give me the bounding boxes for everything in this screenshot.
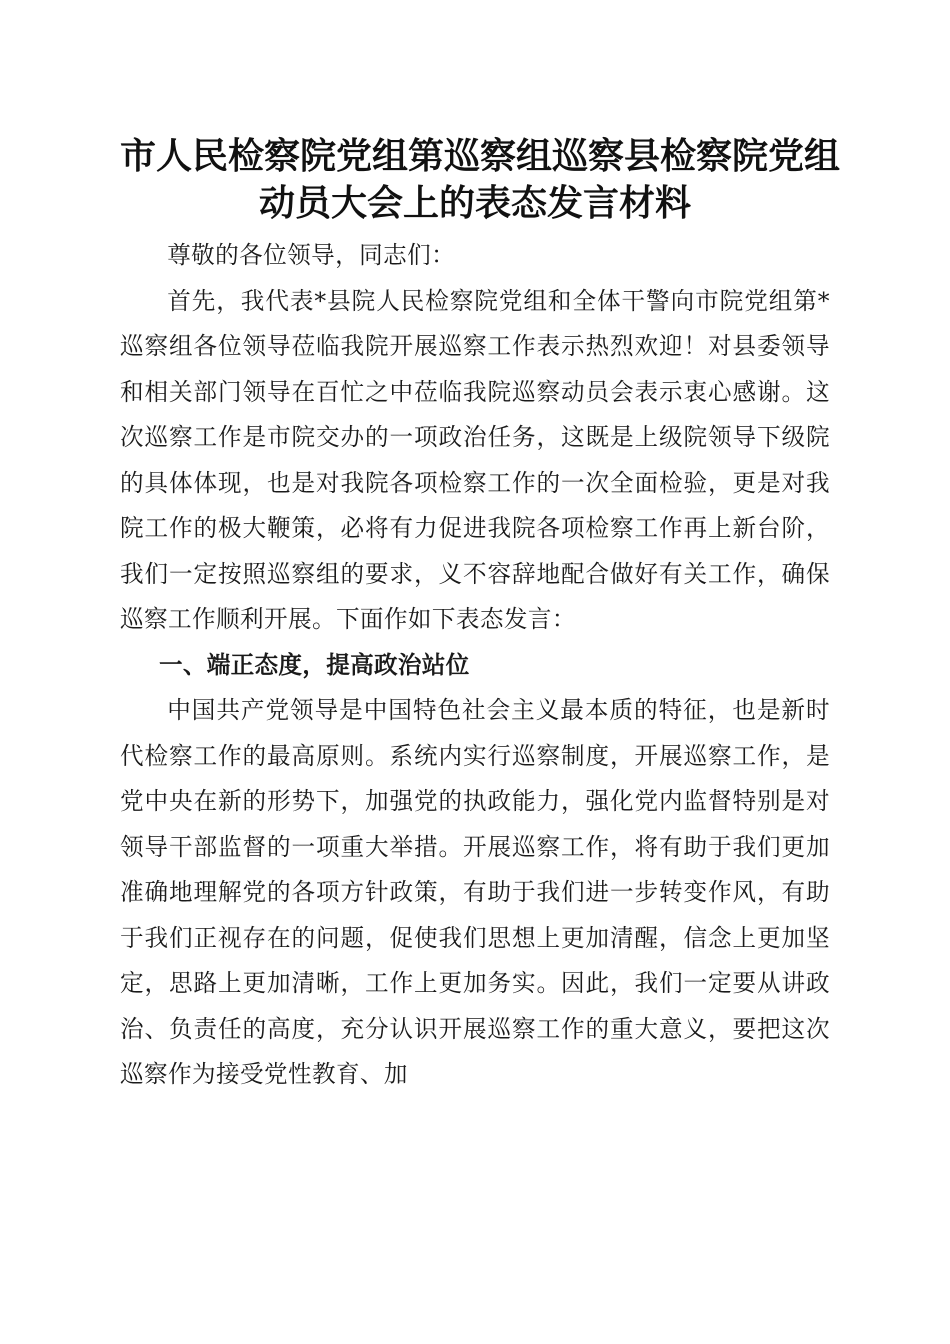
section-heading-1: 一、端正态度，提高政治站位 [158, 650, 470, 679]
paragraph-opening: 首先，我代表*县院人民检察院党组和全体干警向市院党组第*巡察组各位领导莅临我院开展巡察工作表示热烈欢迎！对县委领导和相关部门领导在百忙之中莅临我院巡察动员会表示衷心感谢。这次巡察工作是市院交办的一项政治任务，这既是上级院领导下级院的具体体现，也是对我院各项检察工作的一次全面检验，更是对我院工作的极大鞭策，必将有力促进我院各项检察工作再上新台阶，我们一定按照巡察组的要求，义不容辞地配合做好有关工作，确保巡察工作顺利开展。下面作如下表态发言： [120, 286, 830, 633]
document-body [120, 133, 841, 1098]
paragraph-section-1: 中国共产党领导是中国特色社会主义最本质的特征，也是新时代检察工作的最高原则。系统内实行巡察制度，开展巡察工作，是党中央在新的形势下，加强党的执政能力，强化党内监督特别是对领导干部监督的一项重大举措。开展巡察工作，将有助于我们更加准确地理解党的各项方针政策，有助于我们进一步转变作风，有助于我们正视存在的问题，促使我们思想上更加清醒，信念上更加坚定，思路上更加清晰，工作上更加务实。因此，我们一定要从讲政治、负责任的高度，充分认识开展巡察工作的重大意义，要把这次巡察作为接受党性教育、加 [120, 696, 830, 1088]
document-title [120, 133, 841, 227]
title-line-1: 市人民检察院党组第巡察组巡察县检察院党组 [120, 135, 841, 177]
title-line-2: 动员大会上的表态发言材料 [258, 182, 691, 224]
salutation: 尊敬的各位领导，同志们： [167, 241, 456, 269]
